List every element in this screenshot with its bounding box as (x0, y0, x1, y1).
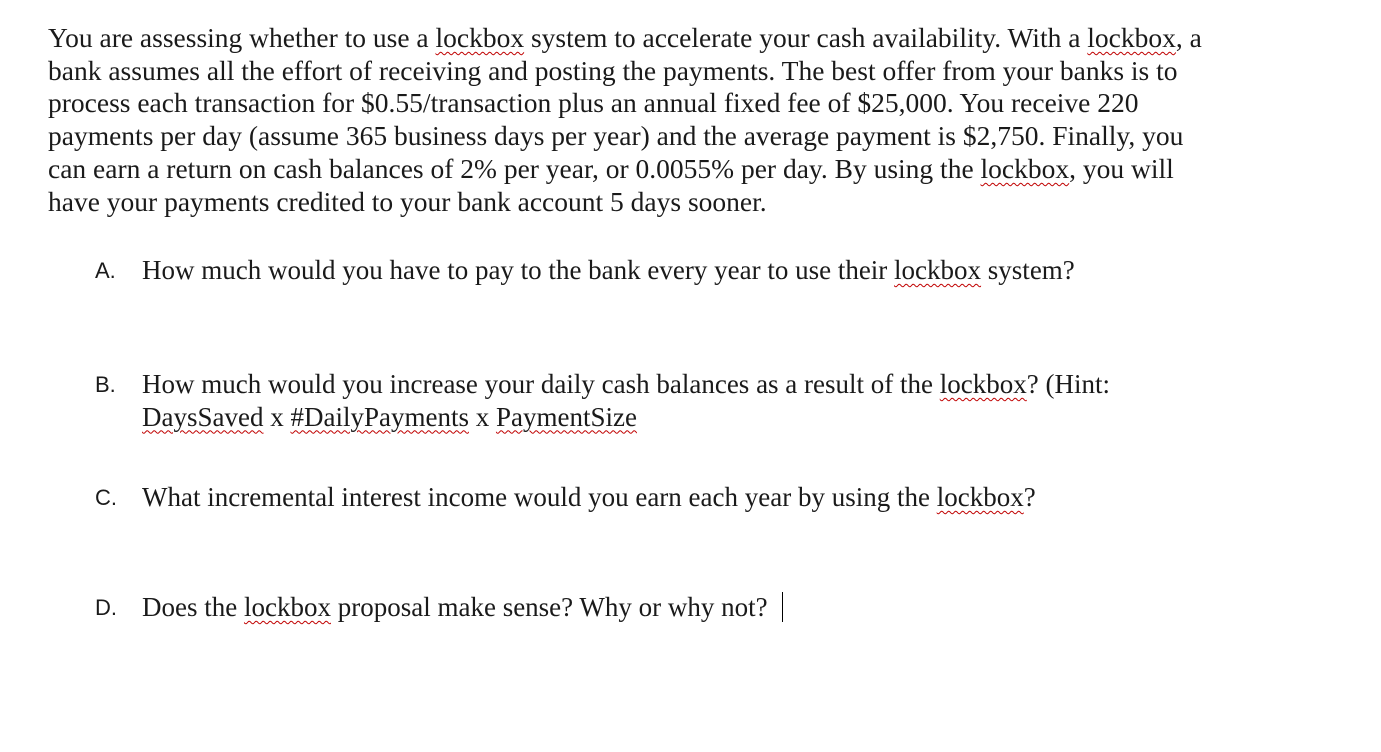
misspelled-word[interactable]: lockbox (435, 22, 525, 53)
question-text (142, 368, 1110, 433)
misspelled-word[interactable]: lockbox (1087, 22, 1176, 53)
question-letter: B. (95, 372, 116, 397)
intro-line: payments per day (assume 365 business days per year) and the average payment is $2,750. Finally, you (48, 120, 1184, 152)
document-body (48, 22, 1348, 218)
misspelled-word[interactable]: lockbox (894, 255, 982, 285)
intro-text: , you will (1069, 152, 1174, 184)
question-letter: D. (95, 595, 117, 620)
question-letter: A. (95, 258, 116, 283)
question-text-part: ? (1023, 482, 1036, 512)
intro-text: , a (1175, 22, 1202, 53)
misspelled-word[interactable]: lockbox (980, 152, 1070, 184)
question-text (142, 591, 783, 624)
intro-line: bank assumes all the effort of receiving and posting the payments. The best offer from your banks is to (48, 54, 1178, 86)
question-text-part: How much would you increase your daily cash balances as a result of the (142, 369, 940, 399)
question-letter: C. (95, 485, 117, 510)
question-text-part: proposal make sense? Why or why not? (330, 592, 768, 622)
question-text-part: Does the (142, 592, 244, 622)
misspelled-word[interactable]: lockbox (939, 369, 1027, 399)
intro-line: have your payments credited to your bank account 5 days sooner. (48, 185, 767, 217)
intro-text: You are assessing whether to use a (48, 22, 436, 53)
text-cursor (782, 592, 784, 622)
intro-line (48, 22, 1348, 55)
question-text-part: What incremental interest income would you earn each year by using the (142, 482, 937, 512)
intro-line (48, 153, 1348, 186)
misspelled-word[interactable]: lockbox (243, 592, 331, 622)
intro-paragraph[interactable] (48, 22, 1348, 218)
question-text-part: How much would you have to pay to the bank every year to use their (142, 255, 895, 285)
question-text-part: x (468, 401, 496, 432)
intro-line: process each transaction for $0.55/transaction plus an annual fixed fee of $25,000. You receive 220 (48, 87, 1139, 119)
question-text-part: x (263, 401, 291, 432)
question-text-part: ? (Hint: (1026, 369, 1110, 399)
question-text (142, 481, 1036, 514)
misspelled-word[interactable]: DaysSaved (142, 401, 264, 432)
misspelled-word[interactable]: PaymentSize (495, 401, 637, 432)
question-text (142, 254, 1075, 287)
intro-text: can earn a return on cash balances of 2% per year, or 0.0055% per day. By using the (48, 152, 981, 184)
question-text-part: system? (981, 255, 1075, 285)
misspelled-word[interactable]: lockbox (936, 482, 1024, 512)
misspelled-word[interactable]: #DailyPayments (290, 401, 469, 432)
intro-text: system to accelerate your cash availability. With a (524, 22, 1088, 53)
